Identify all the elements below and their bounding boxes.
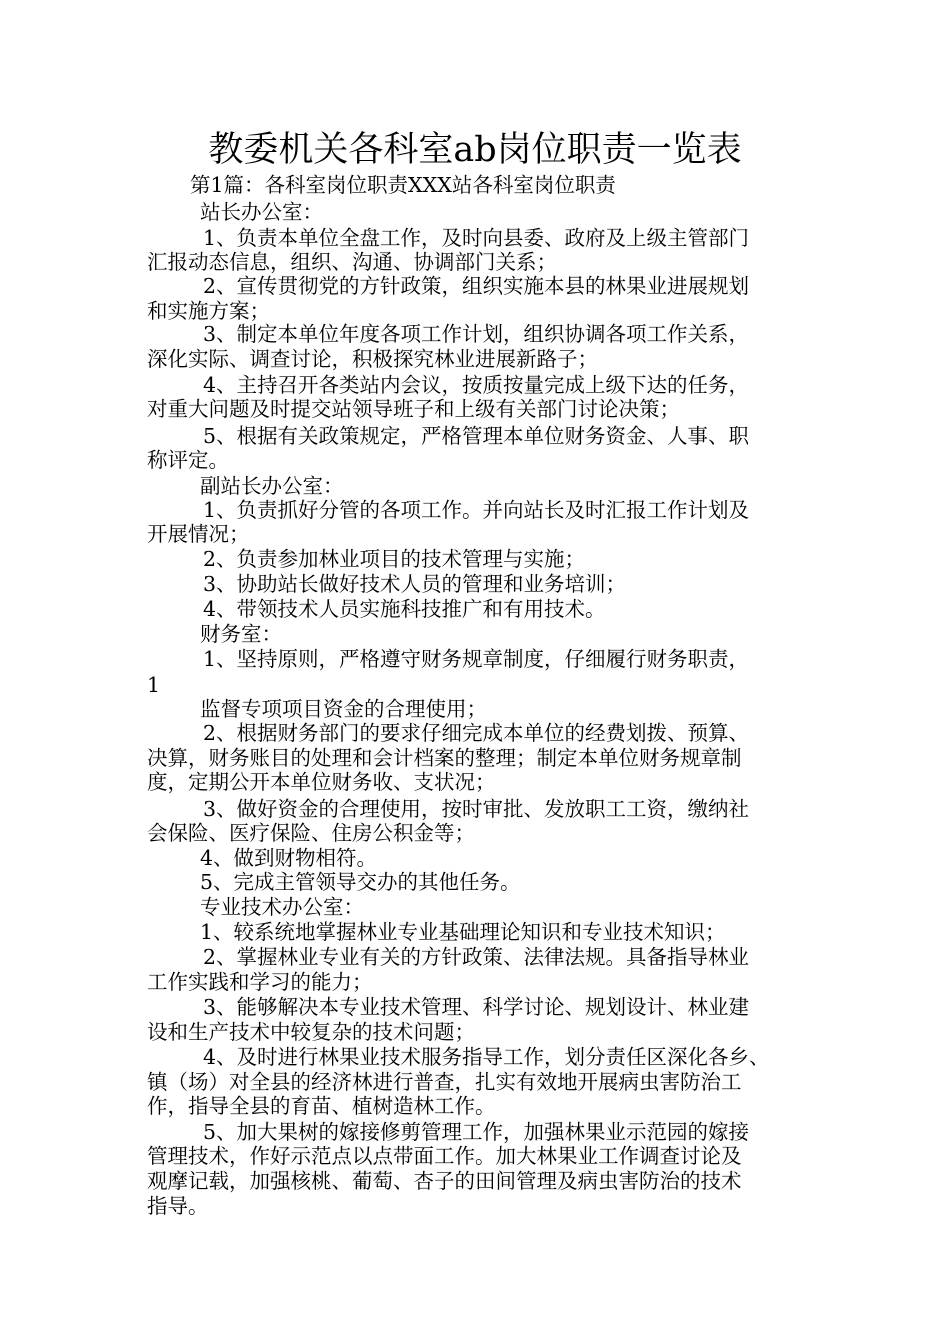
paragraph-line: 2、宣传贯彻党的方针政策，组织实施本县的林果业进展规划 [203,274,750,298]
paragraph-line: 4、做到财物相符。 [200,846,378,870]
paragraph-line: 4、带领技术人员实施科技推广和有用技术。 [203,597,606,621]
subsection-heading: 副站长办公室： [200,474,344,498]
paragraph-line: 4、主持召开各类站内会议，按质按量完成上级下达的任务， [203,373,750,397]
paragraph-line: 1、坚持原则，严格遵守财务规章制度，仔细履行财务职责， [203,647,750,671]
paragraph-line: 设和生产技术中较复杂的技术问题； [147,1020,475,1044]
paragraph-line: 观摩记载，加强核桃、葡萄、杏子的田间管理及病虫害防治的技术 [147,1169,742,1193]
paragraph-line: 1、负责抓好分管的各项工作。并向站长及时汇报工作计划及 [203,498,750,522]
subsection-heading: 专业技术办公室： [200,895,364,919]
section-heading: 第1篇：各科室岗位职责XXX站各科室岗位职责 [190,173,616,197]
paragraph-line: 1、较系统地掌握林业专业基础理论知识和专业技术知识； [200,920,726,944]
paragraph-line: 汇报动态信息，组织、沟通、协调部门关系； [147,250,557,274]
paragraph-line: 5、加大果树的嫁接修剪管理工作，加强林果业示范园的嫁接 [203,1120,750,1144]
paragraph-line: 1、负责本单位全盘工作，及时向县委、政府及上级主管部门 [203,226,750,250]
paragraph-line: 5、完成主管领导交办的其他任务。 [200,870,521,894]
paragraph-line: 称评定。 [147,448,229,472]
paragraph-line: 作，指导全县的育苗、植树造林工作。 [147,1094,496,1118]
document-title: 教委机关各科室ab岗位职责一览表 [208,130,742,170]
subsection-heading: 财务室： [200,622,282,646]
paragraph-line: 5、根据有关政策规定，严格管理本单位财务资金、人事、职 [203,424,750,448]
paragraph-line: 2、根据财务部门的要求仔细完成本单位的经费划拨、预算、 [203,721,750,745]
paragraph-line: 和实施方案； [147,299,270,323]
subsection-heading: 站长办公室： [200,200,323,224]
paragraph-line: 决算，财务账目的处理和会计档案的整理；制定本单位财务规章制 [147,746,742,770]
paragraph-line: 工作实践和学习的能力； [147,970,373,994]
paragraph-line: 深化实际、调查讨论，积极探究林业进展新路子； [147,347,598,371]
paragraph-line: 度，定期公开本单位财务收、支状况； [147,770,496,794]
paragraph-line: 4、及时进行林果业技术服务指导工作，划分责任区深化各乡、 [203,1045,770,1069]
page-number: 1 [147,673,161,697]
paragraph-line: 监督专项项目资金的合理使用； [200,697,487,721]
paragraph-line: 3、能够解决本专业技术管理、科学讨论、规划设计、林业建 [203,995,750,1019]
paragraph-line: 3、做好资金的合理使用，按时审批、发放职工工资，缴纳社 [203,797,750,821]
paragraph-line: 3、协助站长做好技术人员的管理和业务培训； [203,572,627,596]
paragraph-line: 2、掌握林业专业有关的方针政策、法律法规。具备指导林业 [203,945,750,969]
paragraph-line: 会保险、医疗保险、住房公积金等； [147,821,475,845]
paragraph-line: 镇（场）对全县的经济林进行普查，扎实有效地开展病虫害防治工 [147,1070,742,1094]
paragraph-line: 2、负责参加林业项目的技术管理与实施； [203,547,586,571]
paragraph-line: 3、制定本单位年度各项工作计划，组织协调各项工作关系， [203,322,750,346]
paragraph-line: 指导。 [147,1194,209,1218]
paragraph-line: 对重大问题及时提交站领导班子和上级有关部门讨论决策； [147,397,680,421]
paragraph-line: 开展情况； [147,522,250,546]
paragraph-line: 管理技术，作好示范点以点带面工作。加大林果业工作调查讨论及 [147,1144,742,1168]
